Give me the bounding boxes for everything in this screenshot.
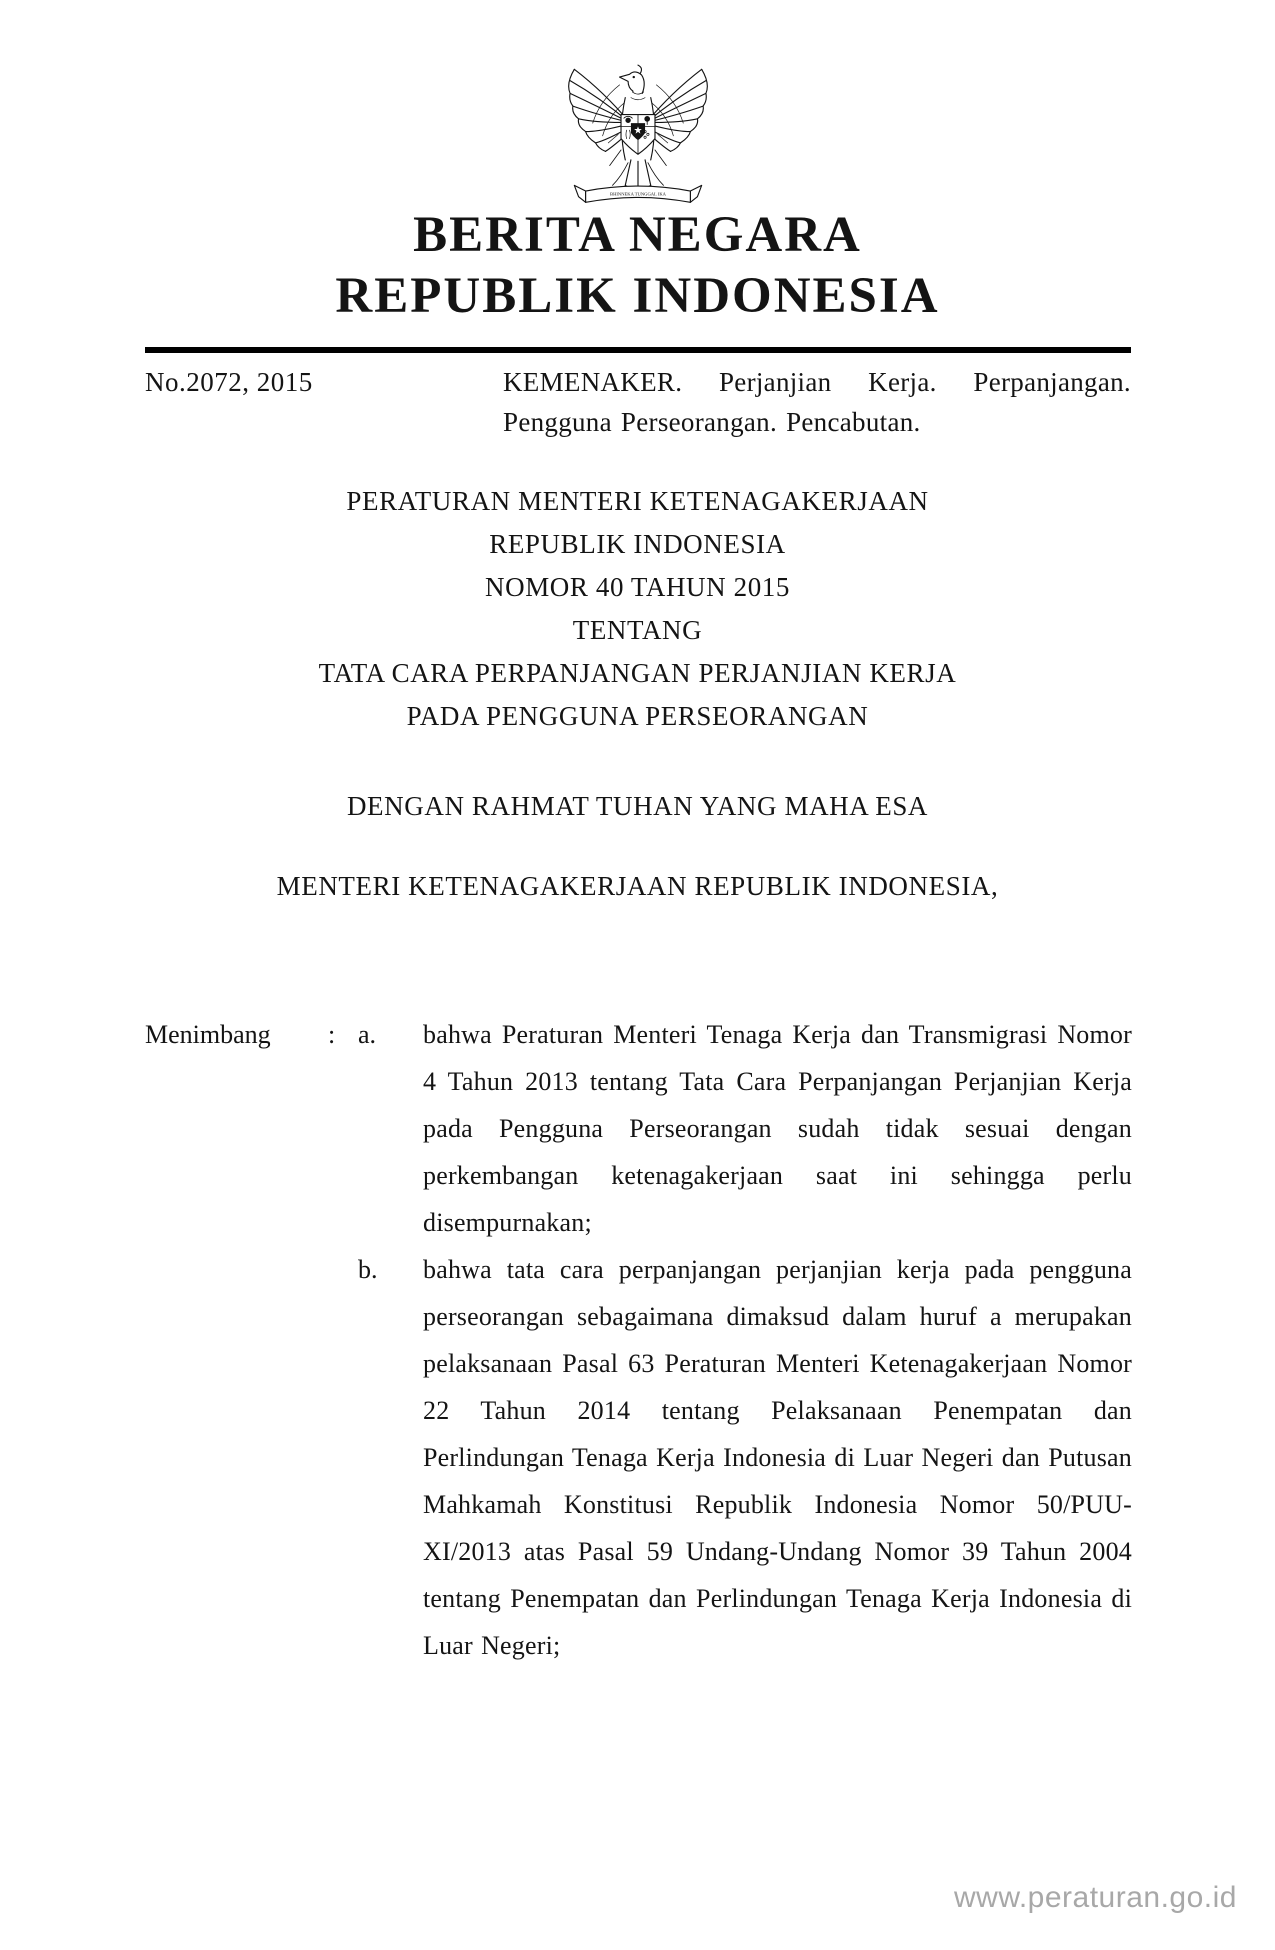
emblem-motto: BHINNEKA TUNGGAL IKA (609, 191, 666, 197)
heading-line-1: PERATURAN MENTERI KETENAGAKERJAAN (346, 486, 929, 516)
considering-item-letter: a. (358, 1020, 377, 1049)
emblem-container (0, 54, 1275, 212)
heading-line-3: NOMOR 40 TAHUN 2015 (485, 572, 790, 602)
masthead-row (145, 362, 1131, 442)
heading-line-2: REPUBLIK INDONESIA (489, 529, 786, 559)
considering-item-text: bahwa Peraturan Menteri Tenaga Kerja dan Transmigrasi Nomor 4 Tahun 2013 tentang Tata Cara Perpanjangan Perjanjian Kerja pada Pengguna Perseorangan sudah tidak sesuai dengan perkembangan ketenagakerjaan saat ini sehingga perlu disempurnakan; (423, 1020, 1132, 1237)
pancasila-shield-icon (621, 115, 655, 155)
gazette-title-line1: BERITA NEGARA (413, 207, 862, 263)
watermark-url: www.peraturan.go.id (954, 1881, 1237, 1914)
gazette-title-line2: REPUBLIK INDONESIA (335, 268, 940, 324)
spacer-cell (145, 1246, 328, 1669)
subject-keywords: KEMENAKER. Perjanjian Kerja. Perpanjangan. Pengguna Perseorangan. Pencabutan. (503, 367, 1131, 437)
considering-item-text: bahwa tata cara perpanjangan perjanjian kerja pada pengguna perseorangan sebagaimana dimaksud dalam huruf a merupakan pelaksanaan Pasal 63 Peraturan Menteri Ketenagakerjaan Nomor 22 Tahun 2014 tentang Pelaksanaan Penempatan dan Perlindungan Tenaga Kerja Indonesia di Luar Negeri dan Putusan Mahkamah Konstitusi Republik Indonesia Nomor 50/PUU-XI/2013 atas Pasal 59 Undang-Undang Nomor 39 Tahun 2004 tentang Penempatan dan Perlindungan Tenaga Kerja Indonesia di Luar Negeri; (423, 1255, 1132, 1660)
heading-line-6: PADA PENGGUNA PERSEORANGAN (406, 701, 869, 731)
regulation-heading (0, 480, 1275, 738)
considering-colon: : (328, 1020, 336, 1049)
spacer-cell (328, 1246, 358, 1669)
considering-item-letter: b. (358, 1255, 378, 1284)
garuda-pancasila-emblem (563, 54, 713, 212)
gazette-title (0, 205, 1275, 327)
issue-number: No.2072, 2015 (145, 367, 313, 397)
eagle-head-icon (619, 65, 644, 100)
considering-label: Menimbang (145, 1020, 271, 1049)
invocation-line: DENGAN RAHMAT TUHAN YANG MAHA ESA (346, 791, 929, 821)
heading-line-5: TATA CARA PERPANJANGAN PERJANJIAN KERJA (318, 658, 957, 688)
official-title-line: MENTERI KETENAGAKERJAAN REPUBLIK INDONESIA, (276, 871, 999, 901)
masthead-divider (145, 347, 1131, 353)
considering-section (145, 1011, 1132, 1669)
banyan-tree-icon (644, 116, 650, 122)
bull-head-icon (625, 118, 630, 123)
heading-line-4: TENTANG (572, 615, 703, 645)
